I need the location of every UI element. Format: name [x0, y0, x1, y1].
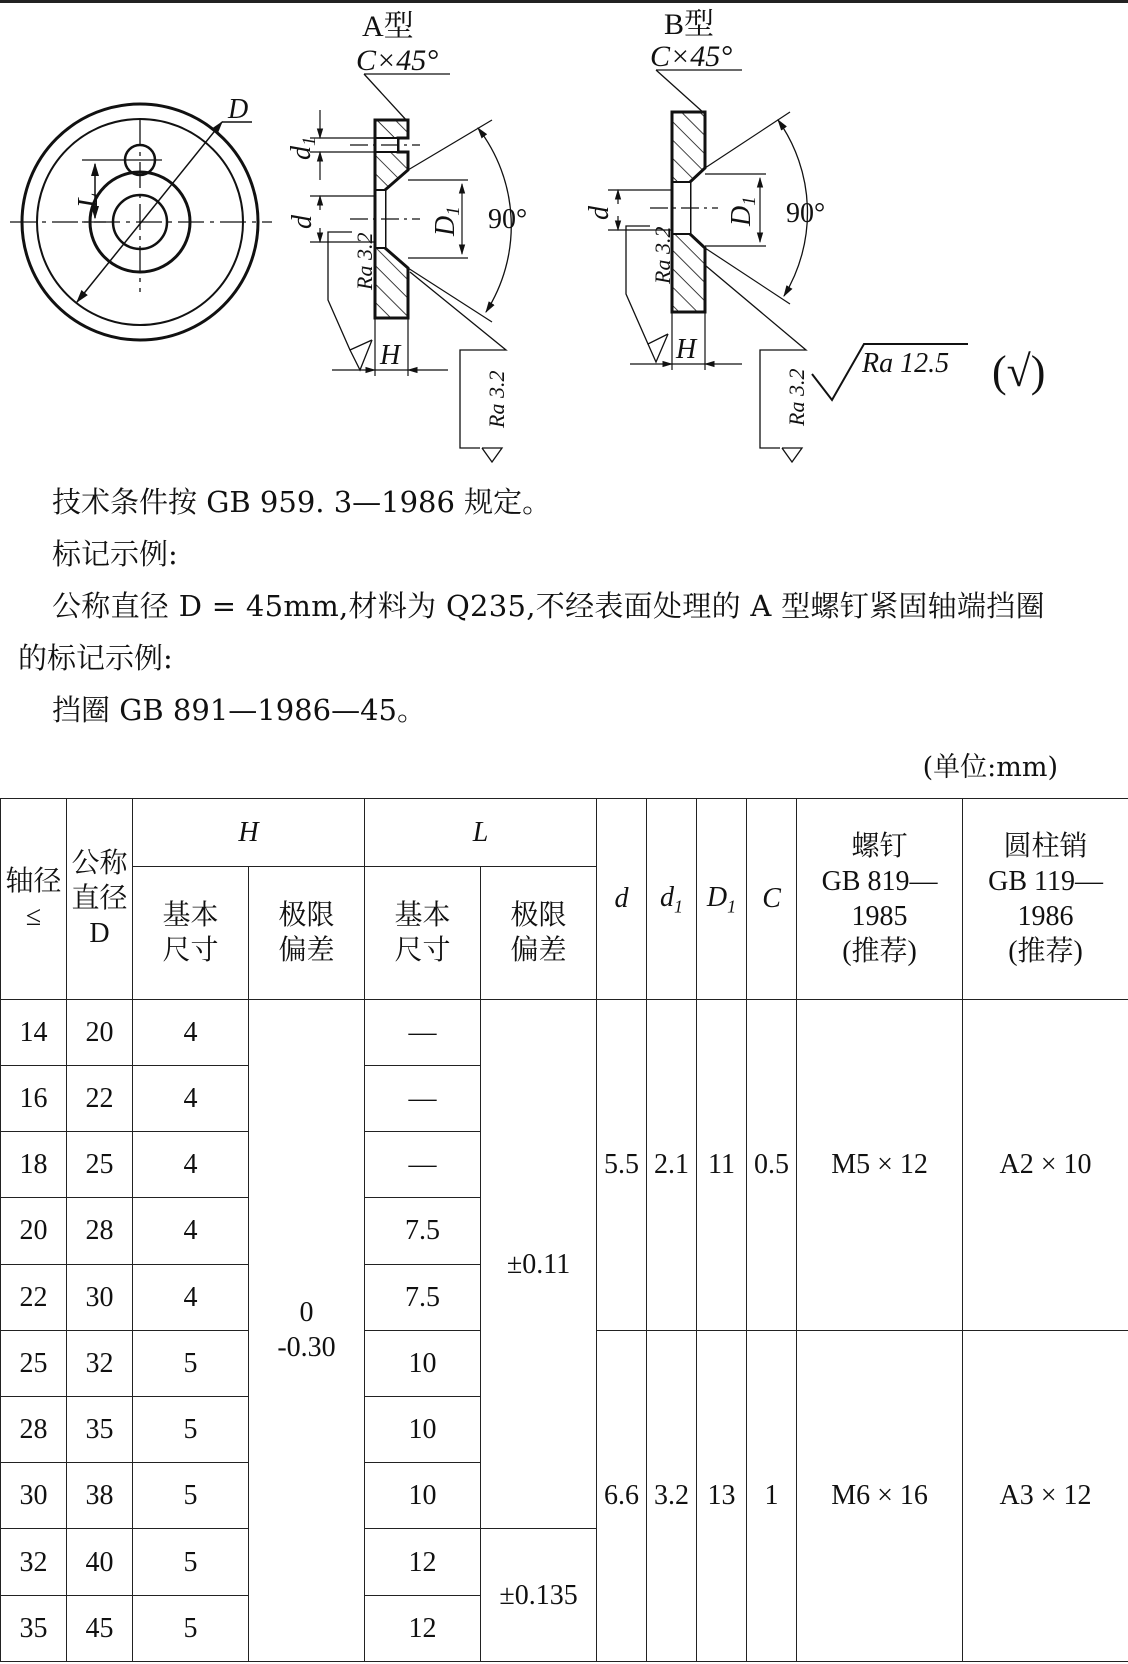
cell-D1-group1: 11 [697, 999, 747, 1330]
dim-L-label: L [73, 192, 104, 208]
marking-example: 挡圈 GB 891—1986—45。 [52, 693, 426, 727]
cell-D: 30 [67, 1264, 133, 1330]
cell-C-group2: 1 [747, 1330, 797, 1661]
cell-shaft: 16 [1, 1065, 67, 1131]
cell-shaft: 35 [1, 1595, 67, 1661]
header-L-tolerance: 极限 偏差 [481, 867, 597, 999]
cell-pin-group1: A2 × 10 [963, 999, 1128, 1330]
cell-d1-group1: 2.1 [647, 999, 697, 1330]
cell-D1-group2: 13 [697, 1330, 747, 1661]
cell-shaft: 20 [1, 1198, 67, 1264]
type-a-section [310, 74, 511, 462]
cell-C-group1: 0.5 [747, 999, 797, 1330]
type-a-ra-bottom: Ra 3.2 [484, 370, 509, 428]
cell-D: 45 [67, 1595, 133, 1661]
unit-label: (单位:mm) [922, 752, 1058, 783]
check-mark-symbol: (√) [992, 347, 1046, 396]
header-nominal-dia: 公称 直径 D [67, 799, 133, 1000]
type-b-section [608, 70, 807, 462]
marking-example-title: 标记示例: [52, 537, 178, 571]
cell-shaft: 14 [1, 999, 67, 1065]
cell-H: 4 [133, 1065, 249, 1131]
cell-H: 4 [133, 1264, 249, 1330]
cell-H: 4 [133, 999, 249, 1065]
header-shaft-dia: 轴径 ≤ [1, 799, 67, 1000]
header-d: d [597, 799, 647, 1000]
cell-screw-group1: M5 × 12 [797, 999, 963, 1330]
general-roughness-label: Ra 12.5 [862, 348, 950, 379]
type-a-H-label: H [380, 340, 401, 371]
cell-d1-group2: 3.2 [647, 1330, 697, 1661]
cell-L: 10 [365, 1330, 481, 1396]
cell-L: 7.5 [365, 1264, 481, 1330]
technical-drawing [0, 0, 1128, 470]
cell-L: 7.5 [365, 1198, 481, 1264]
header-H-basic: 基本 尺寸 [133, 867, 249, 999]
cell-L: 10 [365, 1463, 481, 1529]
cell-D: 40 [67, 1529, 133, 1595]
front-view [10, 104, 272, 340]
type-a-ra-left: Ra 3.2 [352, 232, 377, 290]
cell-D: 35 [67, 1397, 133, 1463]
cell-D: 32 [67, 1330, 133, 1396]
tech-conditions: 技术条件按 GB 959. 3—1986 规定。 [52, 485, 552, 519]
header-H-tolerance: 极限 偏差 [249, 867, 365, 999]
cell-L-tolerance-2: ±0.135 [481, 1529, 597, 1662]
dim-D-label: D [228, 94, 249, 125]
cell-shaft: 28 [1, 1397, 67, 1463]
cell-pin-group2: A3 × 12 [963, 1330, 1128, 1661]
cell-shaft: 22 [1, 1264, 67, 1330]
type-b-chamfer-label: C×45° [650, 40, 733, 73]
type-a-chamfer-label: C×45° [356, 44, 439, 77]
header-D1: $D_1$ [697, 799, 747, 1000]
header-screw: 螺钉 GB 819— 1985 (推荐) [797, 799, 963, 1000]
cell-screw-group2: M6 × 16 [797, 1330, 963, 1661]
cell-H: 5 [133, 1595, 249, 1661]
cell-d-group2: 6.6 [597, 1330, 647, 1661]
header-d1: $d_1$ [647, 799, 697, 1000]
cell-shaft: 25 [1, 1330, 67, 1396]
cell-shaft: 30 [1, 1463, 67, 1529]
cell-H: 4 [133, 1132, 249, 1198]
type-b-90-label: 90° [786, 198, 826, 229]
header-H: H [133, 799, 365, 867]
cell-H-tolerance: 0 -0.30 [249, 999, 365, 1661]
cell-L: 10 [365, 1397, 481, 1463]
cell-D: 20 [67, 999, 133, 1065]
cell-L: — [365, 1065, 481, 1131]
type-a-90-label: 90° [488, 204, 528, 235]
table-row [1, 999, 1128, 1065]
cell-H: 4 [133, 1198, 249, 1264]
type-a-label: A型 [362, 10, 414, 43]
type-a-d1-label: d1 [286, 136, 320, 160]
cell-H: 5 [133, 1397, 249, 1463]
cell-L: — [365, 1132, 481, 1198]
header-L-basic: 基本 尺寸 [365, 867, 481, 999]
cell-L: — [365, 999, 481, 1065]
type-b-H-label: H [676, 334, 697, 365]
cell-H: 5 [133, 1330, 249, 1396]
type-b-D1-label: D1 [726, 196, 760, 226]
cell-H: 5 [133, 1529, 249, 1595]
cell-shaft: 18 [1, 1132, 67, 1198]
cell-L: 12 [365, 1595, 481, 1661]
cell-shaft: 32 [1, 1529, 67, 1595]
marking-desc-line2: 的标记示例: [18, 641, 173, 675]
type-b-d-label: d [584, 206, 615, 220]
cell-D: 22 [67, 1065, 133, 1131]
cell-D: 28 [67, 1198, 133, 1264]
header-L: L [365, 799, 597, 867]
type-b-ra-left: Ra 3.2 [650, 226, 675, 284]
cell-D: 25 [67, 1132, 133, 1198]
type-b-label: B型 [664, 8, 715, 41]
type-b-ra-bottom: Ra 3.2 [784, 368, 809, 426]
header-pin: 圆柱销 GB 119— 1986 (推荐) [963, 799, 1128, 1000]
cell-d-group1: 5.5 [597, 999, 647, 1330]
cell-H: 5 [133, 1463, 249, 1529]
cell-D: 38 [67, 1463, 133, 1529]
dimension-table [0, 798, 1128, 1662]
marking-desc-line1: 公称直径 D = 45mm,材料为 Q235,不经表面处理的 A 型螺钉紧固轴端挡圈 [52, 589, 1045, 623]
cell-L-tolerance-1: ±0.11 [481, 999, 597, 1529]
header-C: C [747, 799, 797, 1000]
type-a-D1-label: D1 [430, 206, 464, 236]
type-a-d-label: d [287, 215, 318, 229]
cell-L: 12 [365, 1529, 481, 1595]
